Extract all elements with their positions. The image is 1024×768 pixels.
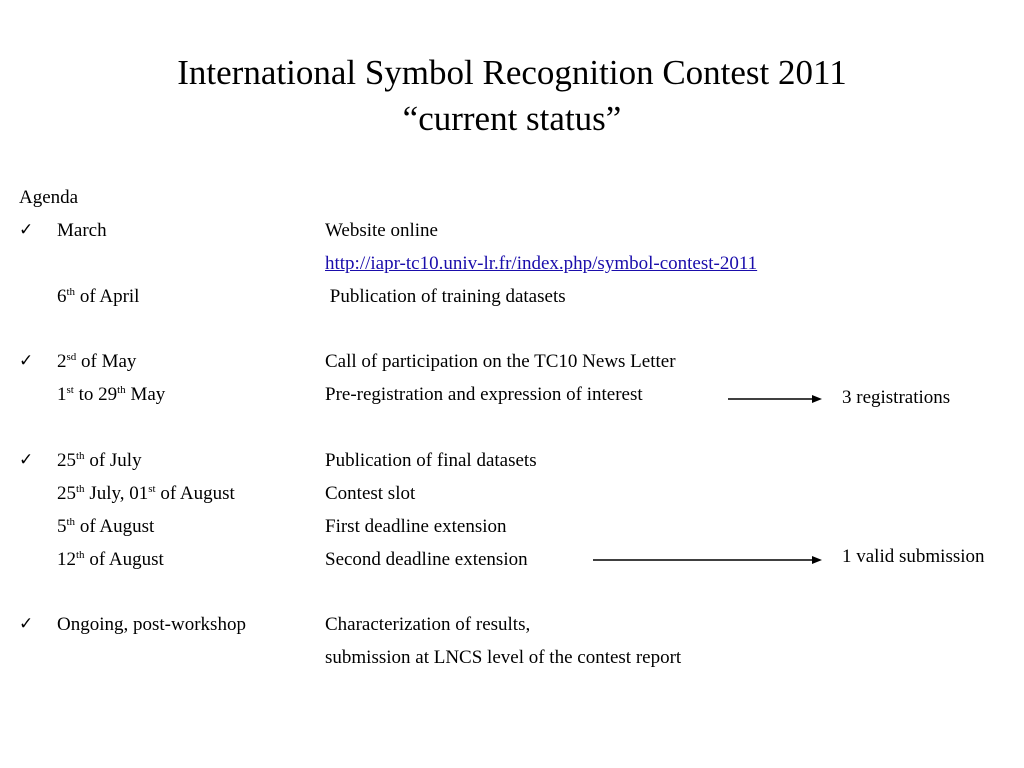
agenda-description: First deadline extension bbox=[325, 516, 507, 537]
agenda-date: 25th of July bbox=[57, 450, 142, 471]
agenda-row-link bbox=[0, 253, 1024, 283]
agenda-date: Ongoing, post-workshop bbox=[57, 614, 246, 635]
agenda-row-contest-slot bbox=[0, 483, 1024, 513]
agenda-date: 5th of August bbox=[57, 516, 155, 537]
check-icon: ✓ bbox=[19, 614, 34, 634]
agenda-date: March bbox=[57, 220, 107, 241]
slide-title bbox=[0, 50, 1024, 142]
agenda-row-ongoing bbox=[0, 614, 1024, 644]
agenda-row-may bbox=[0, 351, 1024, 381]
title-line-2: “current status” bbox=[402, 99, 622, 138]
title-line-1: International Symbol Recognition Contest 2011 bbox=[177, 53, 847, 92]
agenda-date: 1st to 29th May bbox=[57, 384, 166, 405]
registrations-note: 3 registrations bbox=[842, 387, 951, 408]
agenda-description: Call of participation on the TC10 News Letter bbox=[325, 351, 676, 372]
website-link[interactable]: http://iapr-tc10.univ-lr.fr/index.php/symbol-contest-2011 bbox=[325, 253, 758, 274]
agenda-description: submission at LNCS level of the contest report bbox=[325, 647, 682, 668]
agenda-row-report bbox=[0, 647, 1024, 677]
agenda-description: Characterization of results, bbox=[325, 614, 531, 635]
arrow-icon bbox=[728, 392, 823, 406]
agenda-description: Website online bbox=[325, 220, 438, 241]
agenda-date: 6th of April bbox=[57, 286, 140, 307]
agenda-date: 12th of August bbox=[57, 549, 164, 570]
agenda-date: $2^{sd}$ of May bbox=[57, 351, 137, 372]
agenda-description: Contest slot bbox=[325, 483, 416, 504]
agenda-description: Publication of final datasets bbox=[325, 450, 537, 471]
agenda-date: 25th July, 01st of August bbox=[57, 483, 235, 504]
agenda-row-july bbox=[0, 450, 1024, 480]
check-icon: ✓ bbox=[19, 450, 34, 470]
check-icon: ✓ bbox=[19, 351, 34, 371]
agenda-row-april bbox=[0, 286, 1024, 316]
agenda-description: Pre-registration and expression of interest bbox=[325, 384, 643, 405]
agenda-description: Second deadline extension bbox=[325, 549, 528, 570]
agenda-row-march bbox=[0, 220, 1024, 250]
agenda-description: Publication of training datasets bbox=[325, 286, 566, 307]
submission-note: 1 valid submission bbox=[842, 546, 985, 567]
check-icon: ✓ bbox=[19, 220, 34, 240]
agenda-row-first-extension bbox=[0, 516, 1024, 546]
arrow-icon bbox=[593, 553, 823, 567]
agenda-heading: Agenda bbox=[19, 187, 79, 208]
